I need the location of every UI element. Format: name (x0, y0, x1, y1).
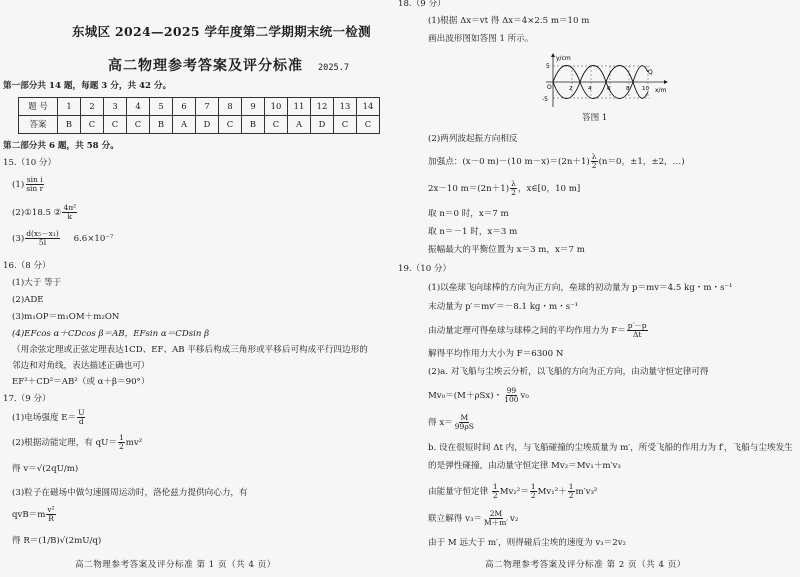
page-subtitle: 高二物理参考答案及评分标准 (108, 58, 303, 74)
q17-line3: 得 v＝√(2qU/m) (12, 464, 79, 474)
q18-line1: (1)根据 Δx＝vt 得 Δx＝4×2.5 m＝10 m (428, 16, 590, 26)
exam-title: 东城区 2024—2025 学年度第二学期期末统一检测 (72, 24, 371, 39)
q15-line2: (2)①18.5 ② $\frac{\text{4π²}}{k}$ (12, 203, 77, 221)
q-number: 6 (173, 98, 196, 116)
x-axis-label: x/m (655, 87, 667, 94)
q15-line3: (3) $\frac{\text{d(x₅－x₁)}}{5l}$ 6.6×10⁻⁷ (12, 229, 114, 247)
fraction: $\frac{99}{100}$ (504, 386, 519, 404)
answer-cell: C (219, 116, 242, 134)
q-number: 13 (334, 98, 357, 116)
q-number: 1 (58, 98, 81, 116)
q15-line1: (1) $\frac{\text{sin i}}{\text{sin r}}$ (12, 175, 44, 193)
q19-line11: 联立解得 v₃＝ $\frac{2M}{M+m'}$ v₂ (428, 509, 519, 527)
q-number: 11 (288, 98, 311, 116)
exam-date: 2025.7 (318, 63, 350, 73)
part2-heading: 第二部分共 6 题，共 58 分。 (3, 141, 119, 151)
q-number: 2 (81, 98, 104, 116)
fraction: $\frac{1}{2}$ (530, 482, 536, 500)
q17-line4: (3)粒子在磁场中做匀速圆周运动时，洛伦兹力提供向心力，有 (12, 488, 248, 498)
fraction: $\frac{\lambda}{2}$ (591, 152, 597, 170)
q17-line6: 得 R＝(1/B)√(2mU/q) (12, 536, 102, 546)
q-label: Q (648, 69, 653, 76)
x-tick: 6 (607, 86, 611, 92)
fraction: $\frac{p'-p}{\Delta t}$ (627, 321, 647, 339)
q16-line5: （用余弦定理或正弦定理表达1CD、EF、AB 平移后构成三角形或平移后可构成平行四边形的 (12, 345, 368, 355)
q16-line3: (3)m₁OP＝m₁OM＋m₂ON (12, 312, 120, 322)
answer-cell: A (173, 116, 196, 134)
q16-line4: (4)EFcos α＋CDcos β＝AB，EFsin α＝CDsin β (12, 329, 210, 339)
table-head-answer: 答案 (19, 116, 58, 134)
q17-line2: (2)根据动能定理，有 qU＝ $\frac{1}{2}$ mv² (12, 433, 143, 451)
fraction: $\frac{M}{99\rho S}$ (454, 413, 474, 431)
fraction: $\frac{\text{v²}}{R}$ (47, 505, 55, 523)
q17-heading: 17.（9 分） (3, 394, 51, 404)
q17-line1: (1)电场强度 E＝ $\frac{U}{d}$ (12, 408, 85, 426)
q16-heading: 16.（8 分） (3, 261, 51, 271)
right-page (400, 0, 800, 577)
answer-cell: B (150, 116, 173, 134)
fraction: $\frac{1}{2}$ (492, 482, 498, 500)
fraction: $\frac{\text{4π²}}{k}$ (63, 203, 77, 221)
y-tick-neg: -5 (542, 96, 548, 103)
part1-heading: 第一部分共 14 题，每题 3 分，共 42 分。 (3, 81, 172, 91)
q19-line12: 由于 M 远大于 m′，则得碰后尘埃的速度为 v₃＝2v₂ (428, 538, 626, 548)
answer-cell: D (196, 116, 219, 134)
table-row-answers (19, 116, 380, 134)
fraction: $\frac{U}{d}$ (78, 408, 85, 426)
answer-table (18, 97, 380, 134)
fraction: $\frac{2M}{M+m'}$ (484, 509, 509, 527)
q19-line1: (1)以垒球飞向球棒的方向为正方向，垒球的初动量为 p＝mv＝4.5 kg・m・s⁻¹ (428, 283, 733, 293)
answer-cell: B (242, 116, 265, 134)
answer-cell: B (58, 116, 81, 134)
q-number: 5 (150, 98, 173, 116)
q18-line3: (2)两列波起振方向相反 (428, 134, 518, 144)
answer-cell: C (265, 116, 288, 134)
q-number: 4 (127, 98, 150, 116)
q17-line5: qvB＝m $\frac{\text{v²}}{R}$ (12, 505, 55, 523)
answer-cell: D (311, 116, 334, 134)
figure-caption: 答图 1 (582, 113, 608, 123)
answer-cell: C (104, 116, 127, 134)
q18-line8: 振幅最大的平衡位置为 x＝3 m，x＝7 m (428, 245, 585, 255)
fraction: $\frac{1}{2}$ (119, 433, 124, 451)
q19-line7: 得 x＝ $\frac{M}{99\rho S}$ (428, 413, 474, 431)
y-axis-label: y/cm (556, 55, 571, 62)
q-number: 9 (242, 98, 265, 116)
x-tick: 2 (569, 86, 573, 92)
q-number: 8 (219, 98, 242, 116)
answer-cell: A (288, 116, 311, 134)
q19-line8: b. 设在很短时间 Δt 内，与飞船碰撞的尘埃质量为 m′，所受飞船的作用力为 f′，飞船与尘埃发生 (428, 443, 793, 453)
fraction: $\frac{\text{sin i}}{\text{sin r}}$ (26, 175, 44, 193)
answer-cell: C (81, 116, 104, 134)
q-number: 12 (311, 98, 334, 116)
q18-line7: 取 n＝－1 时，x＝3 m (428, 227, 518, 237)
q18-heading: 18.（9 分） (398, 0, 446, 9)
q16-line1: (1)大于 等于 (12, 278, 62, 288)
fraction: $\frac{1}{2}$ (568, 482, 574, 500)
q19-line6: Mv₀＝(M＋ρSx)・ $\frac{99}{100}$ v₀ (428, 386, 529, 404)
q19-line9: 的是弹性碰撞，由动量守恒定律 Mv₂＝Mv₁＋m′v₃ (428, 461, 621, 471)
q16-line2: (2)ADE (12, 295, 44, 305)
fraction: $\frac{\lambda}{2}$ (511, 179, 516, 197)
q18-line5: 2x－10 m＝(2n＋1) $\frac{\lambda}{2}$ ，x∈[0，10 m] (428, 179, 581, 197)
q19-line10: 由能量守恒定律 $\frac{1}{2}$ Mv₂²＝ $\frac{1}{2}$ Mv₁²＋ $\frac{1}{2}$ m′v₃² (428, 482, 598, 500)
x-tick: 10 (642, 86, 649, 92)
x-tick: 4 (588, 86, 592, 92)
q-number: 14 (357, 98, 380, 116)
table-row-numbers (19, 98, 380, 116)
q-number: 7 (196, 98, 219, 116)
q18-line4: 加强点：(x－0 m)－(10 m－x)＝(2n＋1) $\frac{\lambda}{2}$ (n＝0，±1，±2，…) (428, 152, 685, 170)
q19-heading: 19.（10 分） (398, 264, 452, 274)
q15-heading: 15.（10 分） (3, 158, 57, 168)
table-head-number: 题 号 (19, 98, 58, 116)
answer-cell: C (127, 116, 150, 134)
answer-cell: C (357, 116, 380, 134)
left-footer: 高二物理参考答案及评分标准 第 1 页（共 4 页） (75, 560, 276, 570)
q16-line6: 邻边和对角线，表达描述正确也可） (12, 361, 150, 371)
q-number: 10 (265, 98, 288, 116)
right-footer: 高二物理参考答案及评分标准 第 2 页（共 4 页） (485, 560, 686, 570)
wave-figure (540, 52, 670, 110)
q19-line5: (2)a. 对飞船与尘埃云分析，以飞船的方向为正方向，由动量守恒定律可得 (428, 367, 709, 377)
q18-line6: 取 n＝0 时，x＝7 m (428, 209, 509, 219)
q19-line2: 末动量为 p′＝mv′＝－8.1 kg・m・s⁻¹ (428, 302, 579, 312)
q19-line3: 由动量定理可得垒球与球棒之间的平均作用力为 F＝ $\frac{p'-p}{\Delta t}$ (428, 321, 647, 339)
y-tick-pos: 5 (546, 63, 550, 70)
q16-line7: EF²＋CD²＝AB²（或 α＋β＝90°） (12, 377, 150, 387)
q18-line2: 画出波形图如答图 1 所示。 (428, 34, 534, 44)
q19-line4: 解得平均作用力大小为 F＝6300 N (428, 349, 564, 359)
x-tick: 8 (626, 86, 630, 92)
fraction: $\frac{\text{d(x₅－x₁)}}{5l}$ (26, 229, 59, 247)
answer-cell: C (334, 116, 357, 134)
q-number: 3 (104, 98, 127, 116)
origin-label: O (547, 84, 552, 91)
